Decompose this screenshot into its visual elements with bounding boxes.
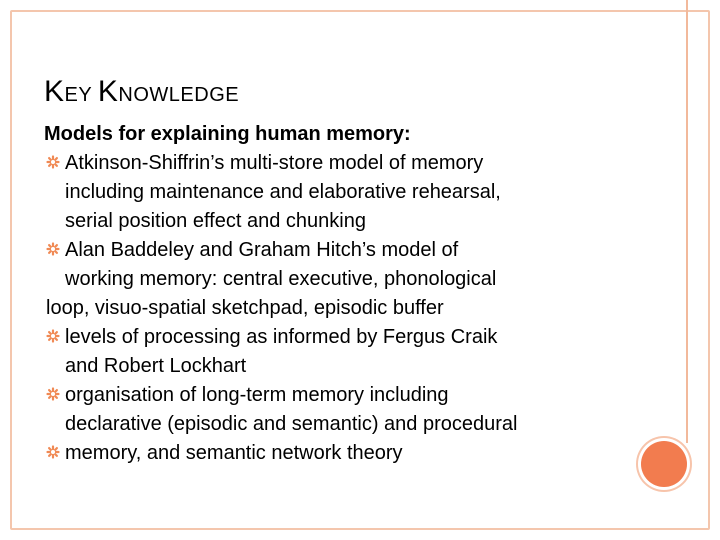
orange-asterisk-bullet-icon (46, 242, 60, 256)
bullet-line: memory, and semantic network theory (65, 442, 403, 464)
orange-asterisk-bullet-icon (46, 329, 60, 343)
title-initial: K (44, 75, 65, 108)
title-smallcaps: NOWLEDGE (118, 84, 240, 106)
orange-asterisk-bullet-icon (46, 387, 60, 401)
slide-title (44, 75, 239, 112)
orange-asterisk-bullet-icon (46, 155, 60, 169)
bullet-list (44, 149, 684, 468)
bullet-line: levels of processing as informed by Fergus Craik (65, 326, 498, 348)
bullet-line: declarative (episodic and semantic) and procedural (65, 413, 518, 435)
bullet-line: organisation of long-term memory including (65, 384, 449, 406)
bullet-item (44, 149, 684, 236)
bullet-item (44, 381, 684, 439)
orange-asterisk-bullet-icon (46, 445, 60, 459)
section-heading: Models for explaining human memory: (44, 123, 411, 145)
bullet-item (44, 323, 684, 381)
slide-body (44, 120, 684, 468)
title-smallcaps: EY (64, 84, 98, 106)
bullet-item (44, 236, 684, 323)
bullet-line: serial position effect and chunking (65, 210, 366, 232)
bullet-line: working memory: central executive, phonological (65, 268, 497, 290)
bullet-line: including maintenance and elaborative rehearsal, (65, 181, 501, 203)
bullet-line: and Robert Lockhart (65, 355, 247, 377)
bullet-line: Alan Baddeley and Graham Hitch’s model of (65, 239, 459, 261)
title-initial: K (97, 75, 119, 108)
bullet-line: loop, visuo-spatial sketchpad, episodic buffer (46, 297, 444, 319)
decorative-vertical-line (686, 0, 688, 443)
bullet-item (44, 439, 684, 468)
bullet-line: Atkinson-Shiffrin’s multi-store model of memory (65, 152, 484, 174)
